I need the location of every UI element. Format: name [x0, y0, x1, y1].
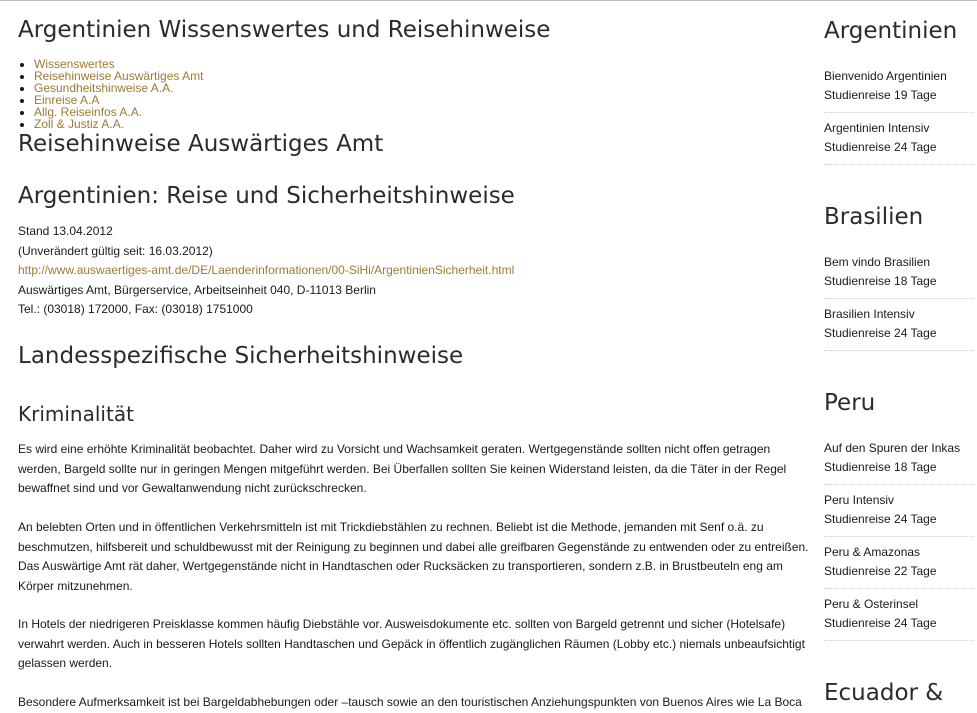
subnav-link-reisehinweise[interactable]: Reisehinweise Auswärtiges Amt — [34, 69, 204, 83]
source-link[interactable]: http://www.auswaertiges-amt.de/DE/Laenderinformationen/00-SiHi/ArgentinienSicherheit.html — [18, 263, 515, 277]
trip-duration: Studienreise 24 Tage — [824, 616, 937, 630]
subnav-item-zoll — [34, 118, 203, 130]
sidebar-title-argentinien: Argentinien — [824, 18, 958, 44]
sidebar-item-argentinien-intensiv[interactable] — [824, 119, 974, 165]
trip-duration: Studienreise 18 Tage — [824, 460, 937, 474]
subsection-title: Argentinien: Reise und Sicherheitshinweise — [18, 183, 515, 209]
trip-duration: Studienreise 22 Tage — [824, 564, 937, 578]
trip-name: Auf den Spuren der Inkas — [824, 441, 961, 455]
trip-duration: Studienreise 24 Tage — [824, 140, 937, 154]
sidebar-title-brasilien: Brasilien — [824, 204, 924, 230]
paragraph-1: Es wird eine erhöhte Kriminalität beobachtet. Daher wird zu Vorsicht und Wachsamkeit geraten. Wertgegenstände sollten nicht offen getragen werden, Bargeld sollte nur in geringen Mengen mitgeführt werden. Bei Überfallen sollten Sie keinen Widerstand leisten, da die Täter in der Regel bewaffnet sind und vor Gewaltanwendung nicht zurückschrecken. — [18, 442, 787, 495]
trip-name: Bienvenido Argentinien — [824, 69, 947, 83]
sidebar-item-peru-amazonas[interactable] — [824, 543, 974, 589]
sidebar-item-spuren-der-inkas[interactable] — [824, 439, 974, 485]
trip-name: Peru Intensiv — [824, 493, 895, 507]
paragraph-2: An belebten Orten und in öffentlichen Verkehrsmitteln ist mit Trickdiebstählen zu rechnen. Beliebt ist die Methode, jemanden mit Senf o.ä. zu beschmutzen, hilfsbereit und schuldbewusst mit der Reinigung zu beginnen und dabei alle greifbaren Gegenstände zu entwenden oder zu entreißen. Das Auswärtige Amt rät daher, Wertgegenstände nicht in Handtaschen oder Rucksäcken zu transportieren, sondern z.B. in Brustbeuteln eng am Körper mitzunehmen. — [18, 520, 809, 593]
trip-duration: Studienreise 18 Tage — [824, 274, 937, 288]
security-title: Landesspezifische Sicherheitshinweise — [18, 343, 464, 369]
trip-duration: Studienreise 19 Tage — [824, 88, 937, 102]
sidebar-title-peru: Peru — [824, 390, 876, 416]
paragraph-3: In Hotels der niedrigeren Preisklasse kommen häufig Diebstähle vor. Ausweisdokumente etc. sollten von Bargeld getrennt und sicher (Hotelsafe) verwahrt werden. Auch in besseren Hotels sollten Handtaschen und Gepäck in öffentlich zugänglichen Räumen (Lobby etc.) niemals unbeaufsichtigt gelassen werden. — [18, 617, 805, 670]
sidebar-item-bem-vindo-brasilien[interactable] — [824, 253, 974, 299]
sidebar-item-bienvenido-argentinien[interactable] — [824, 67, 974, 113]
subnav-link-einreise[interactable]: Einreise A.A — [34, 93, 100, 107]
address: Auswärtiges Amt, Bürgerservice, Arbeitseinheit 040, D-11013 Berlin — [18, 282, 376, 297]
sidebar-item-peru-osterinsel[interactable] — [824, 595, 974, 641]
source-info — [18, 222, 514, 320]
trip-name: Bem vindo Brasilien — [824, 255, 931, 269]
subnav-link-zoll[interactable]: Zoll & Justiz A.A. — [34, 117, 125, 131]
sub-navigation — [18, 58, 203, 130]
trip-duration: Studienreise 24 Tage — [824, 326, 937, 340]
page-title: Argentinien Wissenswertes und Reisehinweise — [18, 17, 551, 43]
trip-duration: Studienreise 24 Tage — [824, 512, 937, 526]
trip-name: Brasilien Intensiv — [824, 307, 915, 321]
subnav-link-gesundheit[interactable]: Gesundheitshinweise A.A. — [34, 81, 174, 95]
stand-date: Stand 13.04.2012 — [18, 224, 113, 238]
subnav-link-wissenswertes[interactable]: Wissenswertes — [34, 57, 115, 71]
unchanged-since: (Unverändert gültig seit: 16.03.2012) — [18, 243, 213, 258]
paragraph-4: Besondere Aufmerksamkeit ist bei Bargeldabhebungen oder –tausch sowie an den touristischen Anziehungspunkten von Buenos Aires wie La Boca — [18, 695, 802, 709]
sidebar-title-ecuador: Ecuador & — [824, 680, 944, 706]
trip-name: Peru & Amazonas — [824, 545, 921, 559]
crime-title: Kriminalität — [18, 402, 134, 426]
trip-name: Peru & Osterinsel — [824, 597, 919, 611]
section-title: Reisehinweise Auswärtiges Amt — [18, 131, 384, 157]
sidebar-item-brasilien-intensiv[interactable] — [824, 305, 974, 351]
phone-fax: Tel.: (03018) 172000, Fax: (03018) 1751000 — [18, 302, 253, 316]
trip-name: Argentinien Intensiv — [824, 121, 930, 135]
subnav-link-reiseinfos[interactable]: Allg. Reiseinfos A.A. — [34, 105, 143, 119]
sidebar-item-peru-intensiv[interactable] — [824, 491, 974, 537]
